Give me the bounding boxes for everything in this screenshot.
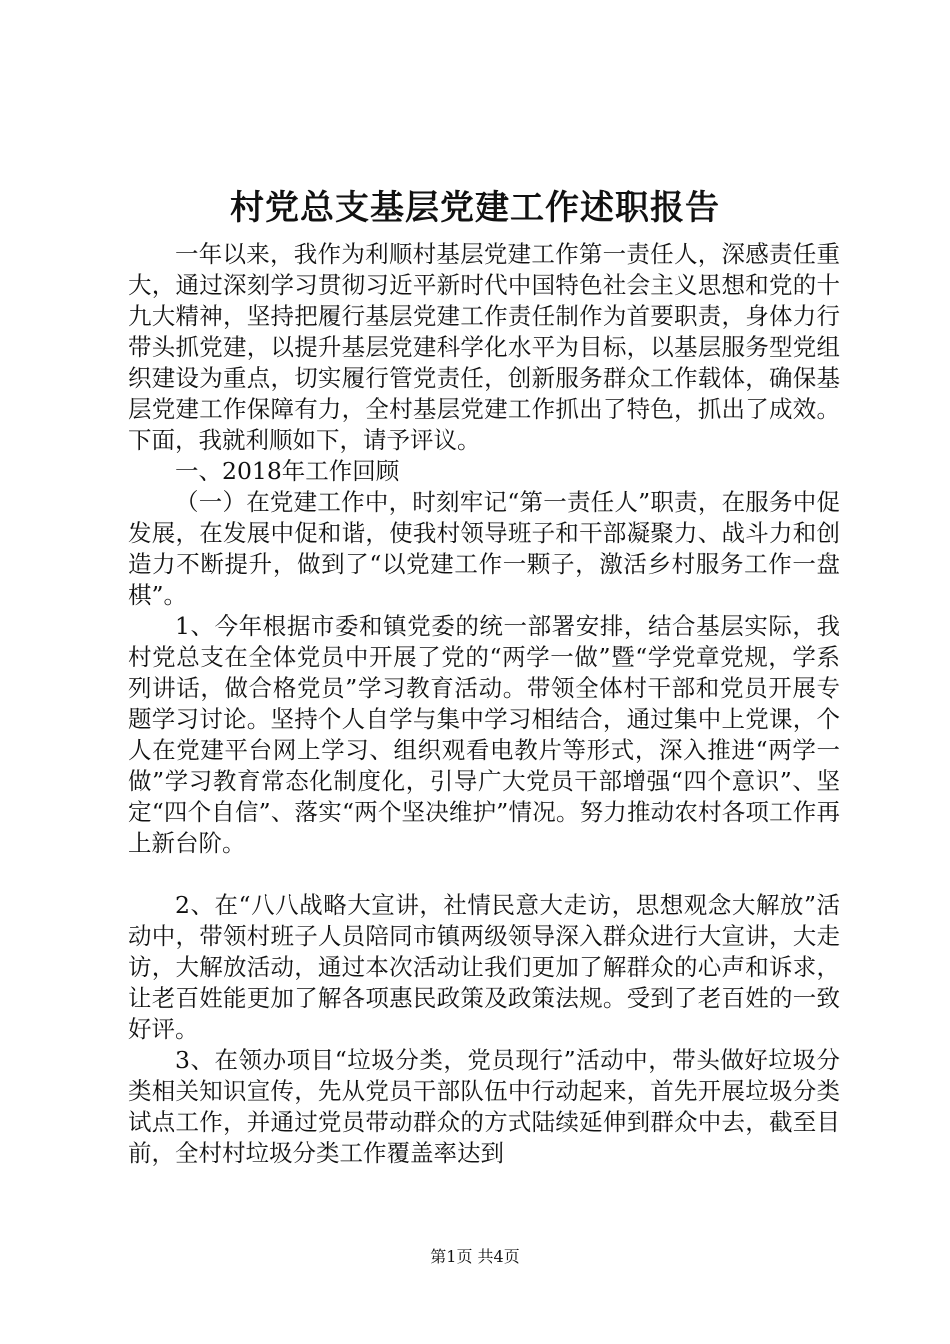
paragraph-item-1: 1、今年根据市委和镇党委的统一部署安排，结合基层实际，我村党总支在全体党员中开展了党的“两学一做”暨“学党章党规，学系列讲话，做合格党员”学习教育活动。带领全体村干部和党员开展专题学习讨论。坚持个人自学与集中学习相结合，通过集中上党课，个人在党建平台网上学习、组织观看电教片等形式，深入推进“两学一做”学习教育常态化制度化，引导广大党员干部增强“四个意识”、坚定“四个自信”、落实“两个坚决维护”情况。努力推动农村各项工作再上新台阶。 xyxy=(128,612,840,857)
paragraph-item-3: 3、在领办项目“垃圾分类，党员现行”活动中，带头做好垃圾分类相关知识宣传，先从党员干部队伍中行动起来，首先开展垃圾分类试点工作，并通过党员带动群众的方式陆续延伸到群众中去，截至目前，全村村垃圾分类工作覆盖率达到 xyxy=(128,1046,840,1167)
paragraph-subsection-1: （一）在党建工作中，时刻牢记“第一责任人”职责，在服务中促发展，在发展中促和谐，使我村领导班子和干部凝聚力、战斗力和创造力不断提升，做到了“以党建工作一颗子，激活乡村服务工作一盘棋”。 xyxy=(128,488,840,609)
page-footer: 第1页 共4页 xyxy=(430,1247,520,1266)
section-heading: 一、2018年工作回顾 xyxy=(175,457,400,485)
document-body xyxy=(128,239,840,1169)
document-title: 村党总支基层党建工作述职报告 xyxy=(230,188,720,228)
paragraph-intro: 一年以来，我作为利顺村基层党建工作第一责任人，深感责任重大，通过深刻学习贯彻习近平新时代中国特色社会主义思想和党的十九大精神，坚持把履行基层党建工作责任制作为首要职责，身体力行带头抓党建，以提升基层党建科学化水平为目标，以基层服务型党组织建设为重点，切实履行管党责任，创新服务群众工作载体，确保基层党建工作保障有力，全村基层党建工作抓出了特色，抓出了成效。下面，我就利顺如下，请予评议。 xyxy=(128,240,840,454)
paragraph-item-2: 2、在“八八战略大宣讲，社情民意大走访，思想观念大解放”活动中，带领村班子人员陪同市镇两级领导深入群众进行大宣讲，大走访，大解放活动，通过本次活动让我们更加了解群众的心声和诉求，让老百姓能更加了解各项惠民政策及政策法规。受到了老百姓的一致好评。 xyxy=(128,891,840,1043)
